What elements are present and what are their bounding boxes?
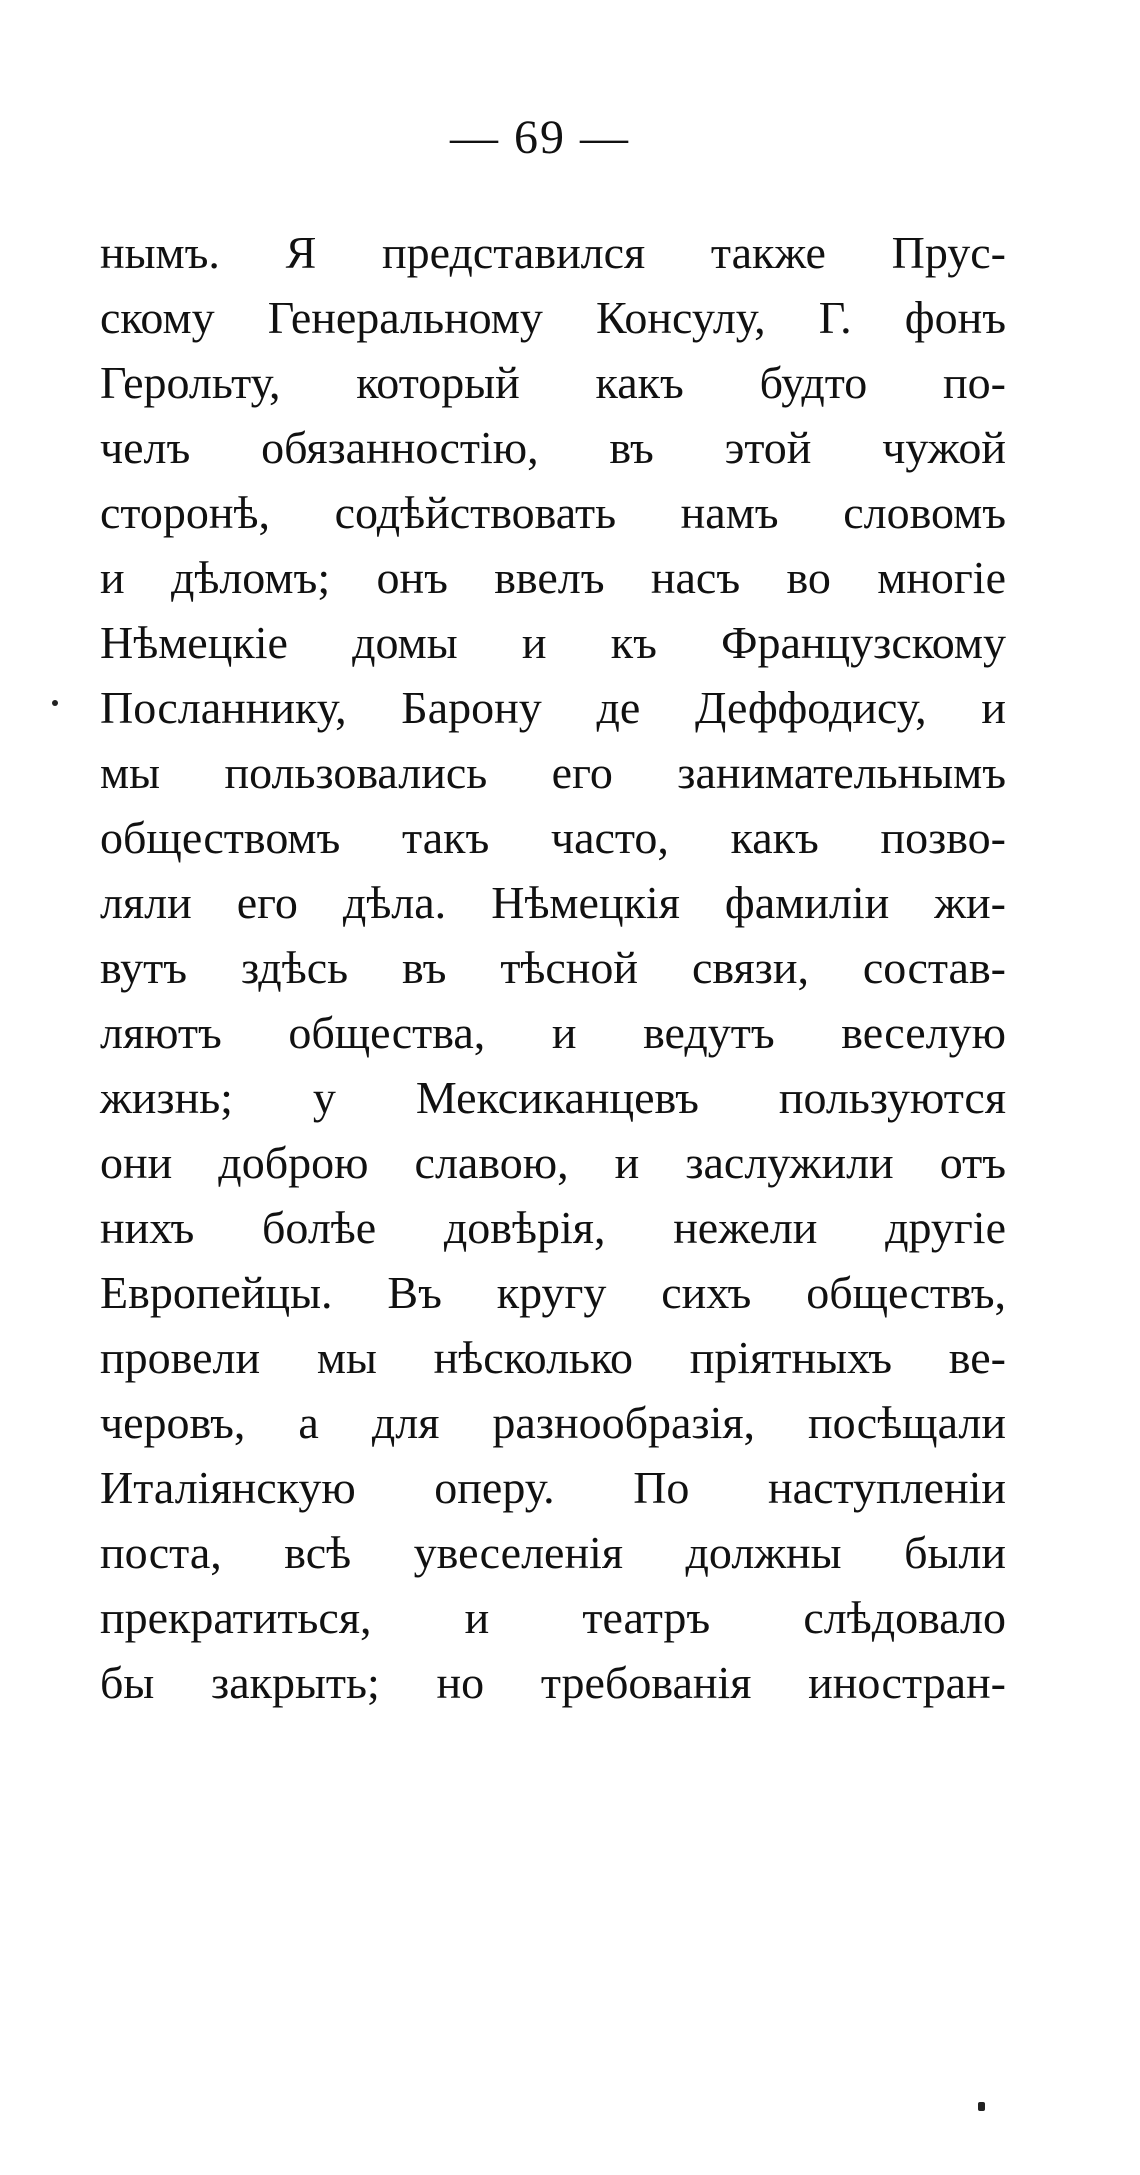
- text-line: обществомъ такъ часто, какъ позво-: [100, 812, 1006, 863]
- text-line: черовъ, а для разнообразія, посѣщали: [100, 1397, 1006, 1448]
- scan-speck: [52, 700, 58, 706]
- scan-speck: [978, 2102, 985, 2111]
- text-line: вутъ здѣсь въ тѣсной связи, состав-: [100, 942, 1006, 993]
- text-line: жизнь; у Мексиканцевъ пользуются: [100, 1072, 1006, 1123]
- body-text: [100, 220, 1006, 1715]
- text-line: нихъ болѣе довѣрія, нежели другіе: [100, 1202, 1006, 1253]
- text-line: Посланнику, Барону де Деффодису, и: [100, 682, 1006, 733]
- text-line: сторонѣ, содѣйствовать намъ словомъ: [100, 487, 1006, 538]
- page-number: — 69 —: [450, 111, 630, 164]
- text-line: провели мы нѣсколько пріятныхъ ве-: [100, 1332, 1006, 1383]
- text-line: поста, всѣ увеселенія должны были: [100, 1527, 1006, 1578]
- text-line: Герольту, который какъ будто по-: [100, 357, 1006, 408]
- text-line: ляли его дѣла. Нѣмецкія фамиліи жи-: [100, 877, 1006, 928]
- text-line: скому Генеральному Консулу, Г. фонъ: [100, 292, 1006, 343]
- text-line: Европейцы. Въ кругу сихъ обществъ,: [100, 1267, 1006, 1318]
- text-line: Нѣмецкіе домы и къ Французскому: [100, 617, 1006, 668]
- text-line: и дѣломъ; онъ ввелъ насъ во многіе: [100, 552, 1006, 603]
- text-line: Италіянскую оперу. По наступленіи: [100, 1462, 1006, 1513]
- text-line: прекратиться, и театръ слѣдовало: [100, 1592, 1006, 1643]
- text-line: челъ обязанностію, въ этой чужой: [100, 422, 1006, 473]
- text-line: мы пользовались его занимательнымъ: [100, 747, 1006, 798]
- text-line: они доброю славою, и заслужили отъ: [100, 1137, 1006, 1188]
- text-line: ляютъ общества, и ведутъ веселую: [100, 1007, 1006, 1058]
- text-line: бы закрыть; но требованія иностран-: [100, 1657, 1006, 1708]
- text-line: нымъ. Я представился также Прус-: [100, 227, 1006, 278]
